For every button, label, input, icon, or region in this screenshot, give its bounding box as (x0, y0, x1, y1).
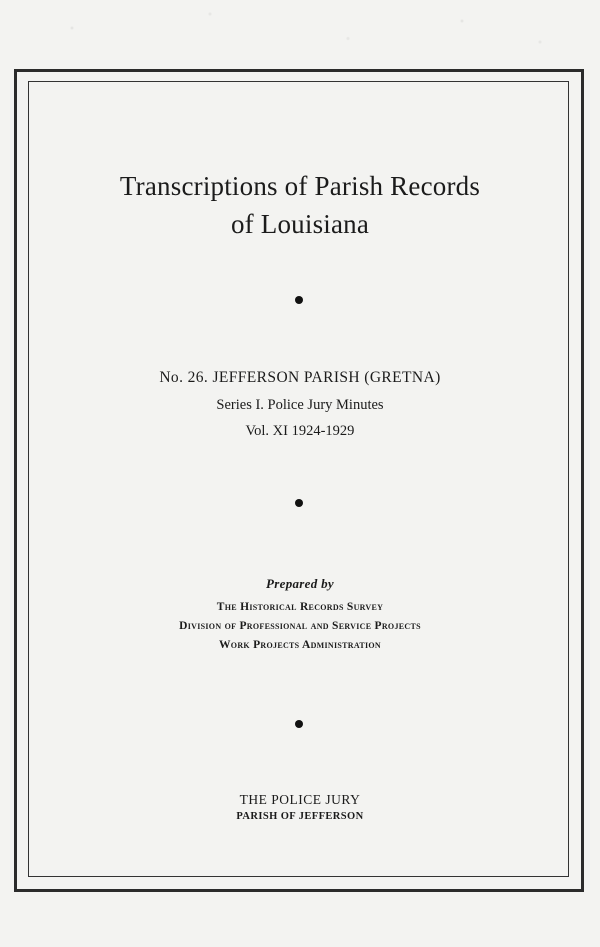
separator-bullet-1 (295, 296, 303, 304)
organization-1: The Historical Records Survey (216, 601, 384, 613)
record-volume: Vol. XI 1924-1929 (245, 423, 355, 439)
separator-bullet-2 (295, 499, 303, 507)
prepared-by-label: Prepared by (266, 576, 334, 591)
publisher-subtitle: PARISH OF JEFFERSON (236, 811, 364, 822)
record-series: Series I. Police Jury Minutes (216, 397, 384, 413)
publisher-name: THE POLICE JURY (239, 792, 361, 807)
page-title-line-2: of Louisiana (230, 209, 370, 239)
paper-texture (0, 0, 600, 70)
page-title-line-1: Transcriptions of Parish Records (119, 171, 481, 201)
organization-3: Work Projects Administration (219, 639, 381, 651)
record-number: No. 26. JEFFERSON PARISH (GRETNA) (159, 369, 441, 386)
separator-bullet-3 (295, 720, 303, 728)
organization-2: Division of Professional and Service Projects (179, 620, 421, 632)
